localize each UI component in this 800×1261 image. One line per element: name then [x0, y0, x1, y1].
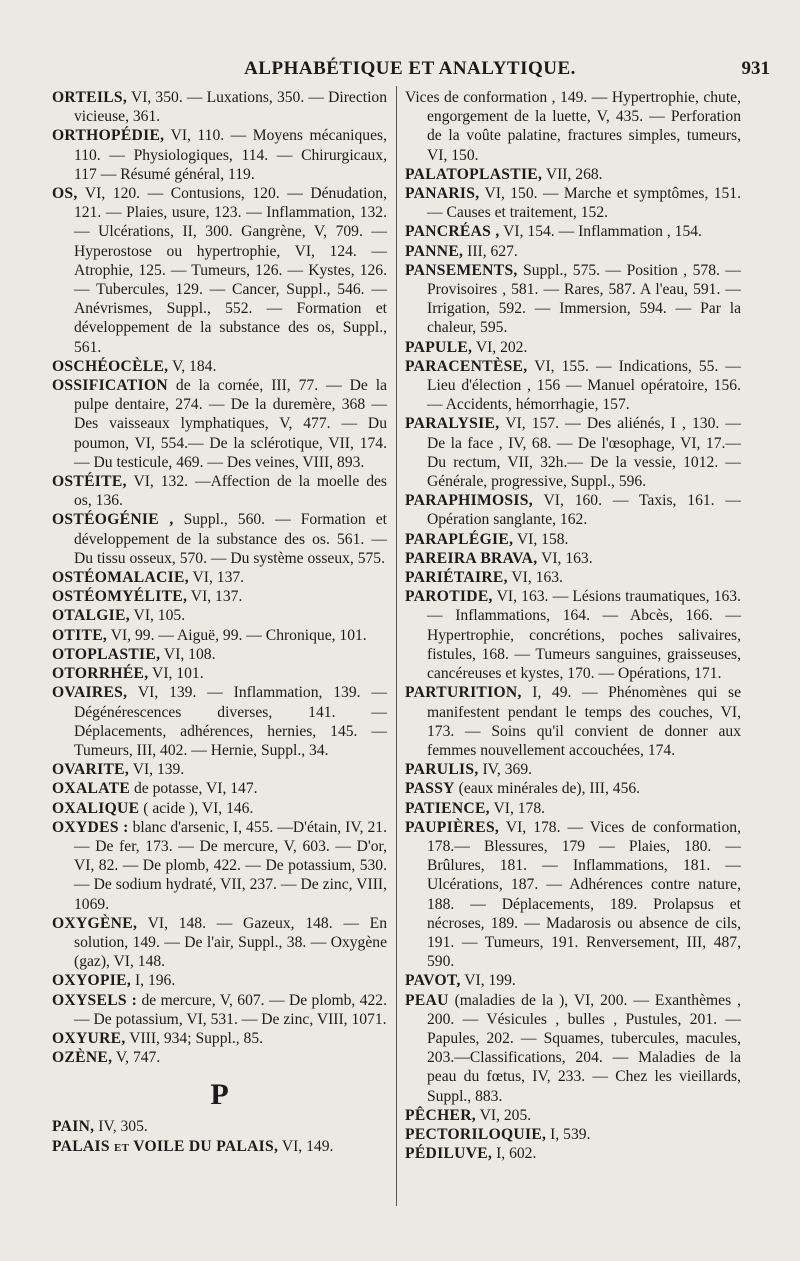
index-entry [52, 510, 387, 568]
index-entry [405, 491, 741, 529]
entry-heading: PÉDILUVE, [405, 1145, 493, 1163]
entry-references: I, 539. [546, 1125, 591, 1143]
index-entry [52, 626, 387, 645]
index-entry [405, 1125, 741, 1144]
entry-heading: ORTHOPÉDIE, [52, 127, 165, 145]
entry-references: VI, 163. [537, 549, 593, 567]
entry-references: VI, 137. [187, 588, 243, 606]
index-entry [405, 1144, 741, 1163]
index-entry [405, 165, 741, 184]
entry-references: VI, 157. — Des aliénés, I , 130. — De la face , IV, 68. — De l'œsophage, VI, 17.—Du rectum, VII, 32h.— De la vessie, 1012. — Générale, progressive, Suppl., 596. [427, 415, 741, 491]
entry-heading: OSCHÉOCÈLE, [52, 357, 169, 375]
entry-references: IV, 369. [478, 761, 533, 779]
entry-references: VI, 108. [160, 645, 216, 663]
entry-heading: PANNE, [405, 242, 464, 260]
entry-heading: PANARIS, [405, 185, 480, 203]
entry-references: VI, 150. — Marche et symptômes, 151. — Causes et traitement, 152. [427, 185, 741, 222]
index-entry [52, 971, 387, 990]
index-entry [405, 242, 741, 261]
index-entry [52, 991, 387, 1029]
index-entry [405, 779, 741, 798]
entry-references: I, 196. [131, 972, 176, 990]
index-entry [52, 126, 387, 184]
entry-heading: OTITE, [52, 626, 108, 644]
entry-heading: OXYSELS : [52, 991, 138, 1009]
entry-heading: OXALATE [52, 780, 131, 798]
column-divider [396, 86, 397, 1206]
index-entry [405, 184, 741, 222]
entry-references: VI, 139. [129, 761, 185, 779]
entry-references: VI, 163. — Lésions traumatiques, 163. — Inflammations, 164. — Abcès, 166. — Hypertrophie, concrétions, poches salivaires, fistules, 168. — Tumeurs sanguines, graisseuses, cancéreuses et kystes, 170. — Opérations, 171. [427, 588, 741, 683]
entry-heading: PARULIS, [405, 761, 479, 779]
index-entry [405, 971, 741, 990]
entry-references: (maladies de la ), VI, 200. — Exanthèmes , 200. — Vésicules , bulles , Pustules, 201. — Papules, 202. — Squames, tubercules, macules, 203.—Classifications, 204. — Maladies de la peau du fœtus, IV, 233. — Chez les vieillards, Suppl., 883. [427, 991, 741, 1105]
index-entry [52, 568, 387, 587]
entry-references: ( acide ), VI, 146. [139, 799, 254, 817]
entry-references: VI, 99. — Aiguë, 99. — Chronique, 101. [107, 626, 367, 644]
entry-heading: OSTÉITE, [52, 473, 127, 491]
entry-heading: PARACENTÈSE, [405, 357, 528, 375]
index-entry [52, 779, 387, 798]
index-entry [405, 222, 741, 241]
entry-references: VI, 101. [148, 665, 204, 683]
entry-heading: PECTORILOQUIE, [405, 1125, 547, 1143]
entry-references: VI, 202. [472, 338, 528, 356]
entry-references: VI, 105. [129, 607, 186, 625]
entry-heading: PARAPLÉGIE, [405, 530, 514, 548]
entry-heading: ORTEILS, [52, 89, 128, 106]
entry-heading: OXALIQUE [52, 799, 140, 817]
entry-references: de mercure, V, 607. — De plomb, 422. — De potassium, VI, 531. — De zinc, VIII, 1071. [74, 991, 388, 1028]
entry-references: (eaux minérales de), III, 456. [454, 780, 641, 798]
entry-references: VI, 178. — Vices de conformation, 178.— Blessures, 179 — Plaies, 180. — Brûlures, 181. — Inflammations, 181. — Ulcérations, 187. — Adhérences contre nature, 188. — Déplacements, 189. Prolapsus et nécroses, 189. — Madarosis ou absence de cils, 191. — Tumeurs, 191. Renversement, III, 487, 590. [427, 818, 741, 971]
index-entry [405, 799, 741, 818]
index-entry [52, 664, 387, 683]
entry-heading: OTOPLASTIE, [52, 645, 161, 663]
entry-references: VIII, 934; Suppl., 85. [125, 1029, 264, 1047]
section-letter: P [210, 1078, 229, 1112]
index-entry [405, 760, 741, 779]
entry-heading: OTALGIE, [52, 607, 130, 625]
entry-heading: PAROTIDE, [405, 588, 493, 606]
index-entry [405, 88, 741, 165]
entry-heading: PAPULE, [405, 338, 473, 356]
index-entry [52, 645, 387, 664]
index-entry [52, 357, 387, 376]
entry-references: VI, 163. [507, 569, 563, 587]
entry-references: VI, 350. — Luxations, 350. — Direction vicieuse, 361. [74, 89, 387, 126]
entry-heading: PANCRÉAS , [405, 223, 500, 241]
entry-heading: OVARITE, [52, 761, 130, 779]
index-entry [52, 914, 387, 972]
entry-heading: OSTÉOMYÉLITE, [52, 588, 188, 606]
index-entry [52, 683, 387, 760]
index-entry [52, 606, 387, 625]
entry-heading: PASSY [405, 780, 455, 798]
entry-heading: OXYURE, [52, 1029, 126, 1047]
entry-heading: PALAIS et VOILE DU PALAIS, [52, 1137, 279, 1155]
entry-references: VI, 149. [278, 1137, 334, 1155]
index-entry [405, 818, 741, 972]
entry-references: VI, 205. [475, 1106, 532, 1124]
header [50, 58, 770, 86]
index-entry [405, 261, 741, 338]
index-entry [405, 587, 741, 683]
entry-heading: OXYDES : [52, 818, 129, 836]
entry-references: VI, 132. —Affection de la moelle des os, 136. [74, 473, 387, 510]
index-entry [52, 376, 387, 472]
entry-heading: PEAU [405, 991, 449, 1009]
index-entry [52, 88, 387, 126]
index-entry [52, 818, 387, 914]
entry-references: V, 184. [168, 357, 217, 375]
entry-references: VI, 137. [188, 569, 245, 587]
index-entry [52, 760, 387, 779]
entry-references: VI, 110. — Moyens mécaniques, 110. — Physiologiques, 114. — Chirurgicaux, 117 — Résumé général, 119. [74, 127, 387, 183]
index-entry [52, 799, 387, 818]
entry-heading: OXYGÈNE, [52, 914, 138, 932]
entry-references: V, 747. [112, 1049, 161, 1067]
page-number: 931 [741, 58, 770, 79]
index-entry [52, 1029, 387, 1048]
entry-heading: OSTÉOGÉNIE , [52, 511, 174, 529]
entry-references: VI, 178. [489, 799, 546, 817]
running-head: ALPHABÉTIQUE ET ANALYTIQUE. [244, 58, 576, 79]
index-entry [405, 1106, 741, 1125]
index-entry [405, 549, 741, 568]
entry-heading: PANSEMENTS, [405, 261, 518, 279]
entry-references: VI, 154. — Inflammation , 154. [499, 223, 702, 241]
entry-heading: OSTÉOMALACIE, [52, 569, 189, 587]
entry-references: Vices de conformation , 149. — Hypertrophie, chute, engorgement de la luette, V, 435. — Perforation de la voûte palatine, fractures simples, tumeurs, VI, 150. [405, 89, 741, 164]
index-entry [52, 472, 387, 510]
entry-references: VII, 268. [542, 165, 603, 183]
left-entries-after [52, 1117, 387, 1155]
entry-heading: PARAPHIMOSIS, [405, 492, 533, 510]
entry-heading: OS, [52, 185, 78, 203]
right-entries [405, 88, 741, 1163]
index-entry [405, 530, 741, 549]
entry-references: IV, 305. [94, 1118, 148, 1136]
entry-references: VI, 120. — Contusions, 120. — Dénudation, 121. — Plaies, usure, 123. — Inflammation, 132. — Ulcérations, II, 300. Gangrène, V, 709. — Hyperostose ou hypertrophie, VI, 124. — Atrophie, 125. — Tumeurs, 126. — Kystes, 126. — Tubercules, 129. — Cancer, Suppl., 546. — Anévrismes, Suppl., 552. — Formation et développement de la substance des os, Suppl., 561. [74, 185, 387, 356]
entry-heading: PÊCHER, [405, 1106, 476, 1124]
index-entry [405, 991, 741, 1106]
index-entry [52, 1137, 387, 1156]
index-entry [405, 568, 741, 587]
entry-references: I, 49. — Phénomènes qui se manifestent pendant le temps des couches, VI, 173. — Soins qu'il convient de donner aux femmes nouvellement accouchées, 174. [427, 684, 741, 759]
entry-references: blanc d'arsenic, I, 455. —D'étain, IV, 21. — De fer, 173. — De mercure, V, 603. — D'or, VI, 82. — De plomb, 422. — De potassium, 530. — De sodium hydraté, VII, 237. — De zinc, VIII, 1069. [74, 818, 387, 913]
entry-heading: PAIN, [52, 1118, 95, 1136]
entry-references: VI, 199. [460, 972, 516, 990]
entry-heading: OTORRHÉE, [52, 665, 149, 683]
entry-references: VI, 148. — Gazeux, 148. — En solution, 149. — De l'air, Suppl., 38. — Oxygène (gaz), VI, 148. [74, 914, 387, 971]
entry-heading: PARALYSIE, [405, 415, 500, 433]
entry-references: VI, 160. — Taxis, 161. — Opération sanglante, 162. [427, 492, 741, 529]
right-column [405, 88, 741, 1163]
entry-heading: PARTURITION, [405, 684, 522, 702]
entry-references: de potasse, VI, 147. [130, 780, 258, 798]
entry-references: Suppl., 575. — Position , 578. — Provisoires , 581. — Rares, 587. A l'eau, 591. — Irrigation, 592. — Immersion, 594. — Par la chaleur, 595. [427, 261, 741, 337]
entry-references: de la cornée, III, 77. — De la pulpe dentaire, 274. — De la duremère, 368 — Des vaisseaux lymphatiques, V, 477. — Du poumon, VI, 554.— De la sclérotique, VII, 174. — Du testicule, 469. — Des veines, VIII, 893. [74, 377, 387, 471]
entry-references: VI, 155. — Indications, 55. — Lieu d'élection , 156 — Manuel opératoire, 156. — Accidents, hémorrhagie, 157. [427, 357, 741, 414]
entry-heading: OXYOPIE, [52, 972, 132, 990]
index-entry [405, 357, 741, 415]
entry-heading: OZÈNE, [52, 1049, 113, 1067]
entry-references: I, 602. [492, 1145, 537, 1163]
entry-heading: OVAIRES, [52, 684, 128, 702]
index-entry [405, 414, 741, 491]
entry-heading: PAUPIÈRES, [405, 818, 500, 836]
entry-references: VI, 139. — Inflammation, 139. — Dégénérescences diverses, 141. — Déplacements, adhérences, hernies, 145. — Tumeurs, III, 402. — Hernie, Suppl., 34. [74, 684, 387, 759]
entry-references: III, 627. [463, 242, 518, 260]
index-entry [405, 338, 741, 357]
left-entries-before [52, 88, 387, 1067]
index-entry [52, 1117, 387, 1136]
entry-references: Suppl., 560. — Formation et développement de la substance des os. 561. — Du tissu osseux, 570. — Du système osseux, 575. [74, 511, 388, 567]
index-entry [405, 683, 741, 760]
entry-heading: PATIENCE, [405, 799, 490, 817]
index-entry [52, 1048, 387, 1067]
entry-heading: PALATOPLASTIE, [405, 165, 543, 183]
entry-heading: OSSIFICATION [52, 377, 168, 395]
entry-references: VI, 158. [513, 530, 569, 548]
entry-heading: PARIÉTAIRE, [405, 569, 508, 587]
entry-heading: PAVOT, [405, 972, 461, 990]
entry-heading: PAREIRA BRAVA, [405, 549, 538, 567]
index-entry [52, 184, 387, 357]
left-column [52, 88, 387, 1156]
index-entry [52, 587, 387, 606]
